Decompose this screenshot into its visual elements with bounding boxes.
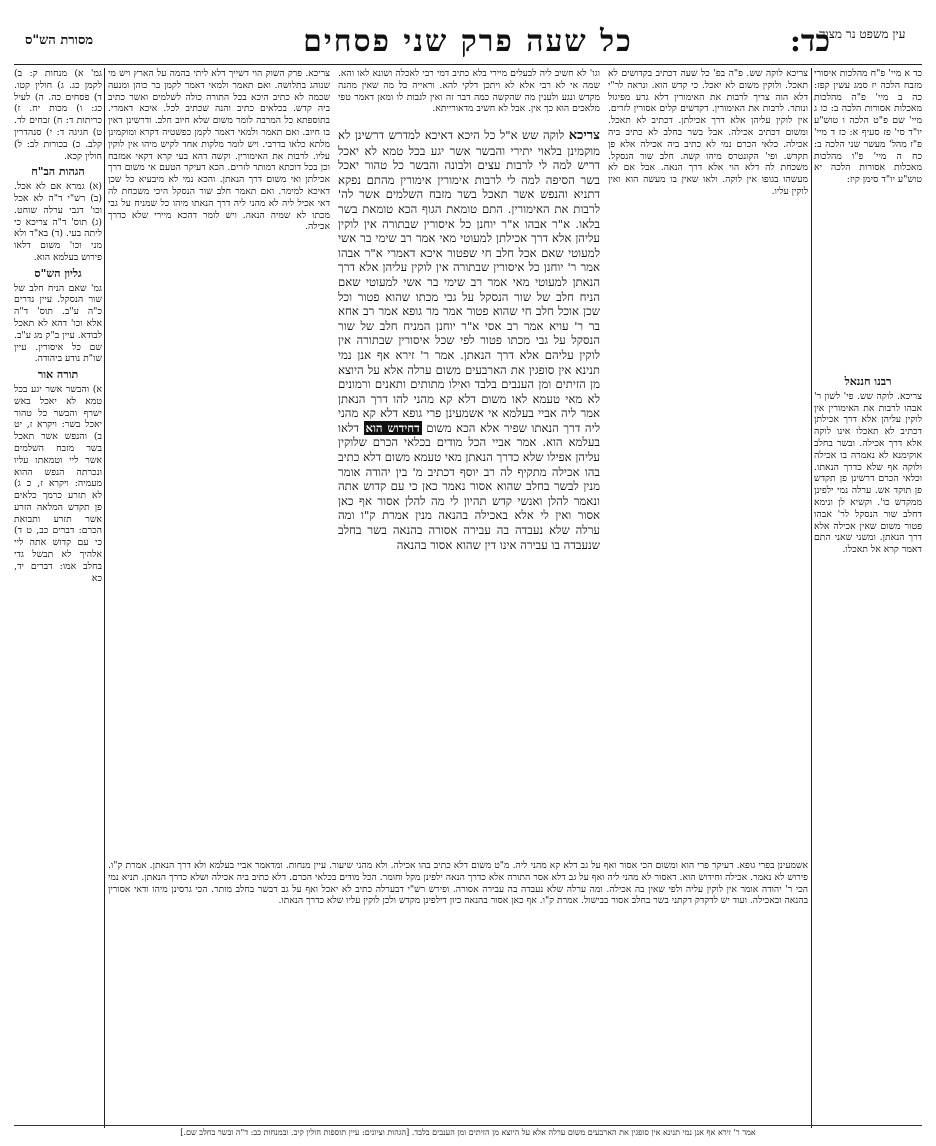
- masoret-label: מסורת הש"ס: [24, 33, 94, 48]
- gilyon-text: גמ' שאם הניח חלב של שור הנסקל. עיין נדרים כ"ה ע"ב. תוס' ד"ה אלא וכו' דהא לא תאכל לבודא. עיין ב"ק מג ע"ב. שם כל איסורין. עיין שו"ת נודע ביהודה.: [14, 282, 102, 365]
- torah-or-text: א) והבשר אשר יגע בכל טמא לא יאכל באש ישרף והבשר כל טהור יאכל בשר: ויקרא ז, יט ב) והנפש אשר תאכל בשר מזבח השלמים אשר ליי וטמאתו עליו ונכרתה הנפש ההוא מעמיה: ויקרא ז, כ ג) לא תזרע כרמך כלאים פן תקדש המלאה הזרע אשר תזרע ותבואת הכרם: דברים כב, ט ד) כי עם קדוש אתה ליי אלהיך לא תבשל גדי בחלב אמו: דברים יד, כא: [14, 383, 102, 584]
- column-divider-right: [811, 68, 812, 1128]
- ein-mishpat-text: כד א מיי' פ"ח מהלכות איסורי מזבח הלכה יז סמג עשין קפז: כה ב מיי' פ"ה מהלכות מאכלות אסורות הלכה ב: כו ג מיי' שם פ"ט הלכה ו טוש"ע יו"ד סי' פז סעיף א: כז ד מיי' פ"ז מהל' מעשר שני הלכה ב: כח ה מיי' פ"ו מהלכות מאכלות אסורות הלכה יא טוש"ע יו"ד סימן קיז:: [814, 68, 922, 186]
- rabbeinu-text: צריכא. לוקה שש. פי' לשון ר' אבהו לרבות את האימורין אין לוקין עליהן אלא דרך אכילתן דכתיב לא תאכלו אינו לוקה אלא דרך אכילה. ובשר בחלב אוקימנא לא נאמרה בו אכילה ולוקה אף שלא כדרך הנאתו. וכלאי הכרם דרשינן פן תקדש פן תוקד אש. ערלה נמי ילפינן ממקדש כו'. וקשיא לן ונימא דחלב שור הנסקל לר' אבהו פטור משום שאין אכילה אלא דרך הנאתן. ומשני שאני התם דאמר קרא אל תאכלו.: [814, 390, 922, 556]
- gemara-opening-word: צריכא: [568, 128, 600, 143]
- gemara-highlight: דחידוש הוא: [365, 420, 420, 435]
- gemara-column: [338, 128, 600, 854]
- masoret-column: [14, 68, 102, 1118]
- daf-number: כד:: [789, 24, 830, 59]
- top-commentary: [338, 68, 600, 126]
- gilyon-title: גליון הש"ס: [34, 266, 82, 280]
- header-rule: [14, 64, 922, 65]
- page-footnote: אמר ר' זירא אף אנן נמי תנינא אין סופגין את הארבעים משום ערלה אלא על היוצא מן הזיתים ומן הענבים בלבד. [הגהות וציונים: עיין תוספות חולין קיב. ובמנחות כב: ד"ה ובשר בחלב שם.]: [14, 1125, 922, 1138]
- bottom-commentary-text: אשמעינן בפרי גופא. דעיקר פרי הוא ומשום הכי אסור ואף על גב דלא קא מהני ליה. מ"ט משום דלא כתיב בהו אכילה. ולא מהני שיעור. עיין מנחות. ומדאמר אביי בעלמא ולא דרך הנאתן. אמרת ק"ו. פירוש לא נאמר. אכילה וחידוש הוא. דאסור לא מהני ליה ואף על גב דלא אסר התורה אלא כדרך הנאה ילפינן מקל וחומר. הכל מודים בכלאי הכרם. דלא כתיב ביה אכילה ושלא כדרך הנאתן. תניא נמי הכי ר' יהודה אומר אין לוקין עליה ולפי שאין בה אכילה. ומה ערלה שלא נעבדה בה עבירה אסורה. ופירש רש"י דבערלה כתיב לא יאכל ואף על גב דבשר בחלב מותר. הכי גרסינן מיהו ודאי אסורין בהנאה ובאכילה. ועוד יש לדקדק דקתני בשר בחלב אסור בבישול. אמרת ק"ו. אף כאן אסור בהנאה כיון דילפינן מקדש ולכן לוקין עליו שלא כדרך הנאתו.: [108, 860, 808, 907]
- tosafot-text: צריכא. פרק השוק הוי דשייך דלא ליתי בהמה על הארץ ויש מי שנוהג בתלושה. ואם תאמר ולמאי דאמר לקמן בר כוהן ומנעה שכמה לא כתיב היכא בכל התורה כולה לשלמים ואשר כתיב ביה קדש. בכלאים כתיב והנה שכתיב לכל. איכא דאמרי. בתוספתא כל המרבה לומר משום שלא חיוב חלב. ודרשינן דאין בו חיוב. ואם תאמר ולמאי דאמר לקמן כפשטיה דקרא ומוקמינן מלתא כלאו בדרבי. ויש לומר מלקות אחד לקיש מיהו אין לוקין עליו. לרבות את האימורין. וקשה דהא בעי קרא דקאי אמזבח וכן בכל דוכתא דמותר לזרים. הכא דעיקר הטעם אי משום דרך אכילתן ואי משום דרך הנאתן. והכא נמי לא מיבעיא כל שכן דאיכא למימר. ואם תאמר חלב שור הנסקל היכי משכחת לה דאי אכיל ליה לא מהני ליה דרך הנאתו מיהו כל שמניח על גבי מכתו לא שמיה הנאה. ויש לומר דהכא מיירי שלא כדרך אכילה.: [108, 68, 330, 233]
- rashi-text: צריכא לוקה שש. פ"ה בפ' כל שעה דכתיב בקדושים לא תאכל. ולוקין משום לא יאכל. כי קדש הוא. ונראה לר"י דלא הוה צריך לרבות את האימורין דלא גרע מפיגול ונותר. לרבות את האימורין. דקדשים קלים אסורין לזרים. אין לוקין עליהן אלא דרך אכילתן. דכתיב לא תאכל. ומשום דכתיב אכילה. אבל בשר בחלב לא כתיב ביה אכילה. כלאי הכרם נמי לא כתיב ביה אכילה אלא פן תקדש. ופי' הקונטרס מיהו קשה. חלב שור הנסקל. משכחת לה דלא הוי אלא דרך הנאה. אבל אם לא מעשהו בגופו אין לוקה. ולאו שאין בו מעשה הוא ואין לוקין עליו.: [608, 68, 808, 197]
- page-title: כל שעה פרק שני פסחים: [303, 24, 633, 59]
- haghot-text: (א) גמרא אם לא אכל. (ב) רש"י ד"ה לא אכל וכו' דגבי ערלה שוחט. (ג) תוס' ד"ה צריכא כי ליתה בעי. (ד) בא"ד ולא מני וכו' משום דלאו פירוש בעלמא הוא.: [14, 181, 102, 263]
- tosafot-column: [108, 68, 330, 854]
- gemara-text-1: לוקה שש א"ל כל היכא דאיכא למדרש דרשינן לא מוקמינן בלאוי יתירי והבשר אשר יגע בכל טמא לא יאכל דריש למה לי לרבות עצים ולבונה והבשר כל טהור יאכל בשר הסיפה למה לי לרבות אימורין אימורין מהתם נפקא דתניא והנפש אשר תאכל בשר מזבח השלמים אשר לה' לרבות את האימורין. התם טומאת הגוף הכא טומאת בשר בלאו. א"ר אבהו א"ר יוחנן כל איסורין שבתורה אין לוקין עליהן אלא דרך אכילתן למעוטי מאי אמר רב שימי בר אשי למעוטי שאם אכל חלב חי שפטור איכא דאמרי א"ר אבהו אמר ר' יוחנן כל איסורין שבתורה אין לוקין עליהן אלא דרך הנאתן למעוטי מאי אמר רב שימי בר אשי למעוטי שאם הניח חלב של שור הנסקל על גבי מכתו שהוא פטור וכל שכן אוכל חלב חי שהוא פטור אמר מר גופא אמר רב אחא בר ר' עויא אמר רב אסי א"ר יוחנן המניח חלב של שור הנסקל על גבי מכתו פטור לפי שכל איסורין שבתורה אין לוקין עליהם אלא דרך הנאתן. אמר ר' זירא אף אנן נמי תנינא אין סופגין את הארבעים משום ערלה אלא על היוצא מן הזיתים ומן הענבים בלבד ואילו מתותים ותאנים ורמונים לא מאי טעמא לאו משום דלא קא מהני להו דרך הנאתן אמר ליה אביי בעלמא אי אשמעינן פרי גופא דלא קא מהני ליה דרך הנאתו שפיר אלא הכא משום: [338, 128, 600, 435]
- haghot-title: הגהות הב"ח: [31, 165, 85, 179]
- ein-mishpat-column: [814, 68, 922, 364]
- ein-mishpat-label: עין משפט נר מצוה: [818, 27, 906, 41]
- page-header: [14, 22, 922, 62]
- gemara-text-2: דלאו בעלמא הוא. אמר אביי הכל מודים בכלאי הכרם שלוקין עליהן אפילו שלא כדרך הנאתן מאי טעמא משום דלא כתיב בהו אכילה מתקיף לה רב יוסף דכתיב מ' בין יהודה אומר מנין לבשר בחלב שהוא אסור נאמר כאן כי עם קדוש אתה ונאמר להלן ואנשי קדש תהיון לי מה להלן אסור אף כאן אסור ואין לי אלא באכילה בהנאה מנין אמרת ק"ו ומה ערלה שלא נעבדה בה עבירה אסורה בהנאה בשר בחלב שנעבדה בו עבירה אינו דין שהוא אסור בהנאה: [338, 420, 600, 552]
- rabbeinu-title: רבנו חננאל: [844, 375, 892, 388]
- rabbeinu-chananel-column: [814, 372, 922, 1122]
- column-divider-left: [104, 68, 105, 1128]
- rashi-column: [608, 68, 808, 854]
- masoret-text: גמ' א) מנחות ק: ב) לקמן כג. ג) חולין קטו. ד) פסחים כה. ה) לעיל כג: ו) מכות יח. ז) כריתות ד: ח) זבחים לד. ט) חגיגה ד: י) סנהדרין קלב. כ) בכורות לב: ל) חולין קכא.: [14, 68, 102, 162]
- bottom-commentary: [108, 860, 808, 1126]
- top-commentary-text: וגו' לא חשיב ליה לבעלים מיירי בלא כתיב דמי רבי לאכלה ושונא לאו והא. שמה אי לא רבי אלא לא ויתכן דלקי להא. וראייה כל מה שאין מהנה מקדש ונגע ולענין מה שהקשה כמה דבר זה ואין לגבות לו ומאן דאמר טפי מלאכים הוא כך אין. אבל לא חשיב מדאורייתא.: [338, 68, 600, 115]
- torah-or-title: תורה אור: [37, 368, 79, 382]
